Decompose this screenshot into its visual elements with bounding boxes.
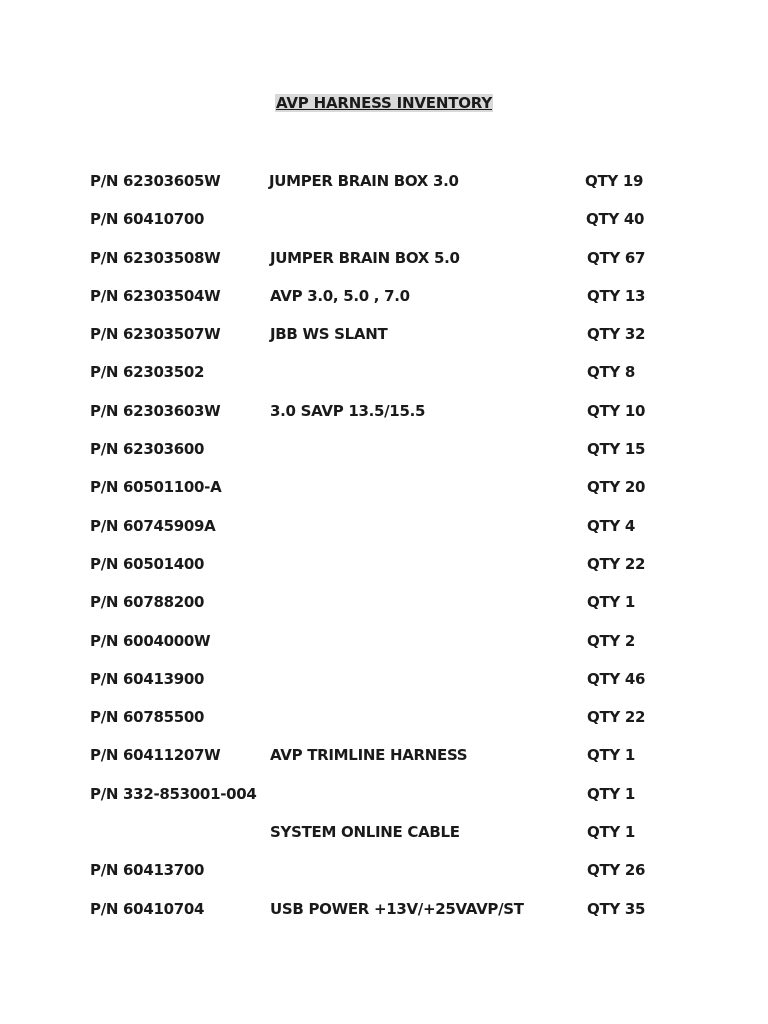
part-quantity: QTY 35: [587, 899, 646, 918]
part-number: P/N 60501100-A: [90, 478, 222, 497]
part-quantity: QTY 46: [587, 669, 646, 688]
part-number: P/N 62303508W: [90, 248, 221, 267]
inventory-row: [0, 859, 768, 897]
part-description: JBB WS SLANT: [270, 325, 388, 344]
inventory-row: [0, 515, 768, 553]
inventory-list: [0, 170, 768, 936]
part-quantity: QTY 13: [587, 286, 646, 305]
part-number: P/N 62303600: [90, 440, 205, 459]
part-quantity: QTY 67: [587, 248, 646, 267]
part-quantity: QTY 1: [587, 823, 636, 842]
part-quantity: QTY 32: [587, 325, 646, 344]
inventory-row: [0, 170, 768, 208]
part-number: P/N 62303605W: [90, 172, 221, 190]
part-quantity: QTY 1: [587, 746, 636, 765]
part-number: P/N 60745909A: [90, 516, 216, 535]
part-number: P/N 60410700: [90, 210, 205, 229]
part-description: USB POWER +13V/+25VAVP/ST: [270, 899, 524, 918]
part-description: AVP 3.0, 5.0 , 7.0: [270, 286, 410, 305]
inventory-row: [0, 285, 768, 323]
part-number: P/N 62303502: [90, 363, 205, 382]
part-quantity: QTY 20: [587, 478, 646, 497]
part-quantity: QTY 22: [587, 554, 646, 573]
part-number: P/N 60788200: [90, 593, 205, 612]
inventory-row: [0, 476, 768, 514]
part-quantity: QTY 40: [586, 210, 645, 229]
part-number: P/N 60411207W: [90, 746, 221, 765]
inventory-row: [0, 553, 768, 591]
part-description: SYSTEM ONLINE CABLE: [270, 823, 460, 842]
part-number: P/N 332-853001-004: [90, 784, 257, 803]
inventory-row: [0, 361, 768, 399]
document-title-wrapper: [0, 94, 768, 112]
inventory-row: [0, 208, 768, 246]
part-number: P/N 60413900: [90, 669, 205, 688]
inventory-row: [0, 744, 768, 782]
inventory-row: [0, 400, 768, 438]
part-description: 3.0 SAVP 13.5/15.5: [270, 401, 426, 420]
part-quantity: QTY 26: [587, 861, 646, 880]
part-quantity: QTY 19: [585, 172, 644, 190]
part-quantity: QTY 2: [587, 631, 636, 650]
inventory-row: [0, 821, 768, 859]
part-number: P/N 60410704: [90, 899, 205, 918]
part-quantity: QTY 15: [587, 440, 646, 459]
part-number: P/N 6004000W: [90, 631, 211, 650]
part-description: AVP TRIMLINE HARNESS: [270, 746, 468, 765]
inventory-row: [0, 630, 768, 668]
part-quantity: QTY 10: [587, 401, 646, 420]
inventory-row: [0, 898, 768, 936]
part-number: P/N 62303507W: [90, 325, 221, 344]
part-number: P/N 62303504W: [90, 286, 221, 305]
part-quantity: QTY 22: [587, 708, 646, 727]
part-quantity: QTY 1: [587, 784, 636, 803]
inventory-row: [0, 668, 768, 706]
inventory-row: [0, 323, 768, 361]
document-title: AVP HARNESS INVENTORY: [275, 94, 492, 112]
part-number: P/N 60413700: [90, 861, 205, 880]
part-number: P/N 60785500: [90, 708, 205, 727]
part-quantity: QTY 4: [587, 516, 636, 535]
part-description: JUMPER BRAIN BOX 3.0: [269, 172, 459, 190]
inventory-row: [0, 783, 768, 821]
inventory-row: [0, 591, 768, 629]
part-description: JUMPER BRAIN BOX 5.0: [270, 248, 460, 267]
inventory-row: [0, 438, 768, 476]
inventory-row: [0, 706, 768, 744]
inventory-row: [0, 247, 768, 285]
part-number: P/N 62303603W: [90, 401, 221, 420]
part-number: P/N 60501400: [90, 554, 205, 573]
part-quantity: QTY 1: [587, 593, 636, 612]
part-quantity: QTY 8: [587, 363, 636, 382]
